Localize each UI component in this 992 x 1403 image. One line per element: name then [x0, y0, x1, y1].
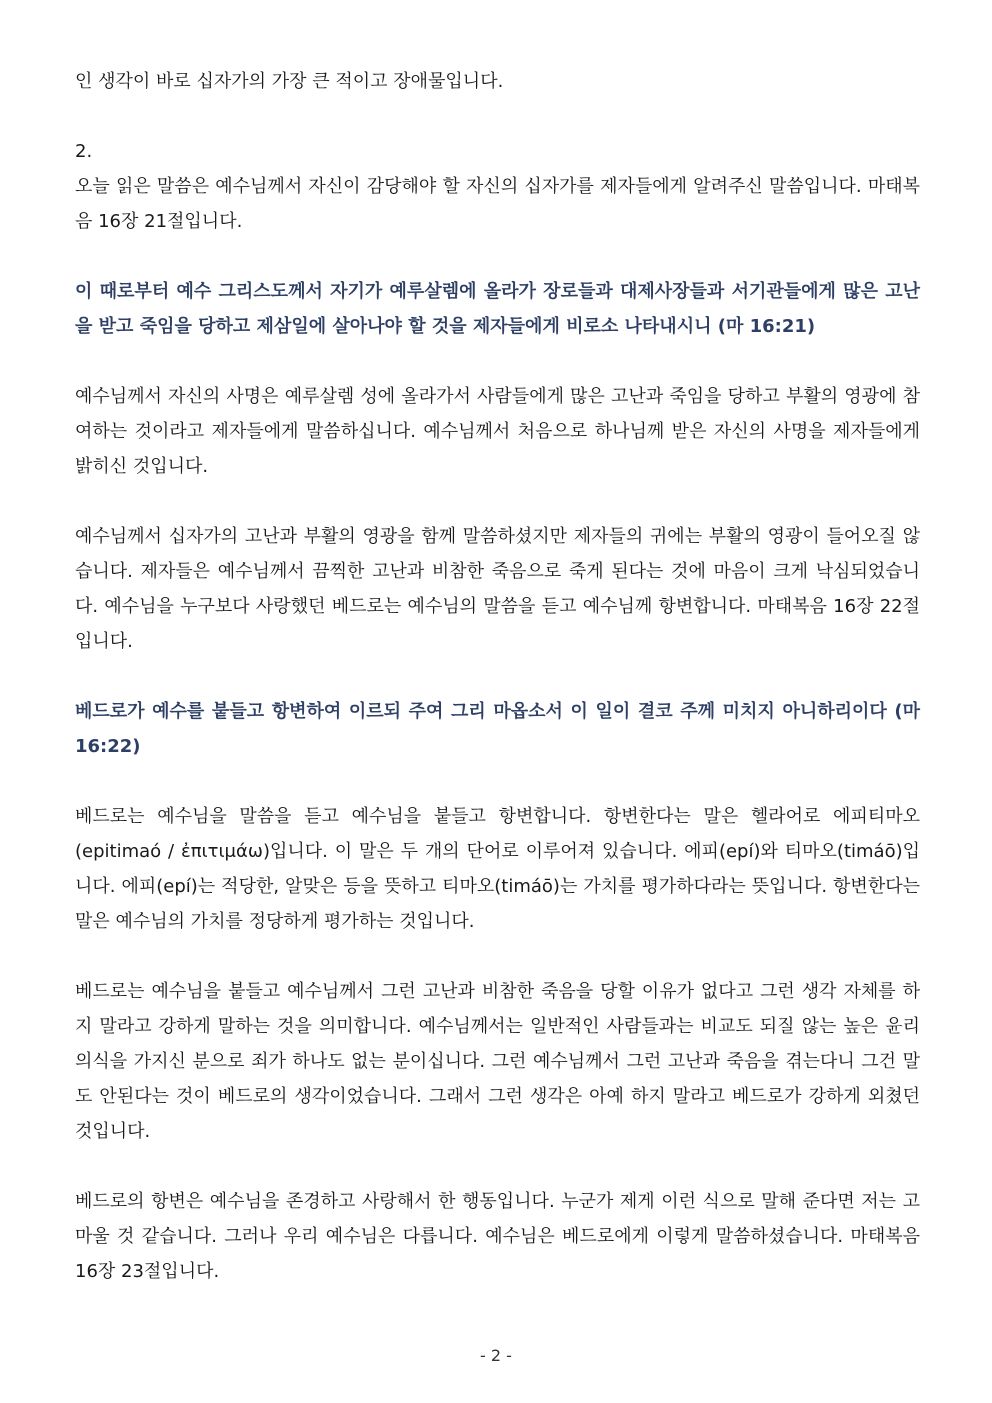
body-paragraph: 예수님께서 자신의 사명은 예루살렘 성에 올라가서 사람들에게 많은 고난과 죽임을 당하고 부활의 영광에 참여하는 것이라고 제자들에게 말씀하십니다. 예수님께서 처음으로 하나님께 받은 자신의 사명을 제자들에게 밝히신 것입니다. [75, 386, 920, 477]
body-paragraph: 인 생각이 바로 십자가의 가장 큰 적이고 장애물입니다. [75, 71, 504, 92]
body-paragraph: 베드로는 예수님을 붙들고 예수님께서 그런 고난과 비참한 죽음을 당할 이유가 없다고 그런 생각 자체를 하지 말라고 강하게 말하는 것을 의미합니다. 예수님께서는 일반적인 사람들과는 비교도 되질 않는 높은 윤리의식을 가지신 분으로 죄가 하나도 없는 분이십니다. 그런 예수님께서 그런 고난과 죽음을 겪는다니 그건 말도 안된다는 것이 베드로의 생각이었습니다. 그래서 그런 생각은 아예 하지 말라고 베드로가 강하게 외쳤던 것입니다. [75, 981, 920, 1142]
document-page [75, 64, 920, 1289]
scripture-quote: 베드로가 예수를 붙들고 항변하여 이르되 주여 그리 마옵소서 이 일이 결코 주께 미치지 아니하리이다 (마 16:22) [75, 701, 920, 757]
body-paragraph: 베드로의 항변은 예수님을 존경하고 사랑해서 한 행동입니다. 누군가 제게 이런 식으로 말해 준다면 저는 고마울 것 같습니다. 그러나 우리 예수님은 다릅니다. 예수님은 베드로에게 이렇게 말씀하셨습니다. 마태복음 16장 23절입니다. [75, 1191, 920, 1282]
body-paragraph: 베드로는 예수님을 말씀을 듣고 예수님을 붙들고 항변합니다. 항변한다는 말은 헬라어로 에피티마오(epitimaó / ἐπιτιμάω)입니다. 이 말은 두 개의 단어로 이루어져 있습니다. 에피(epí)와 티마오(timáō)입니다. 에피(epí)는 적당한, 알맞은 등을 뜻하고 티마오(timáō)는 가치를 평가하다라는 뜻입니다. 항변한다는 말은 예수님의 가치를 정당하게 평가하는 것입니다. [75, 806, 920, 932]
section-number: 2. [75, 141, 93, 162]
scripture-quote: 이 때로부터 예수 그리스도께서 자기가 예루살렘에 올라가 장로들과 대제사장들과 서기관들에게 많은 고난을 받고 죽임을 당하고 제삼일에 살아나야 할 것을 제자들에게 비로소 나타내시니 (마 16:21) [75, 281, 920, 337]
body-paragraph: 예수님께서 십자가의 고난과 부활의 영광을 함께 말씀하셨지만 제자들의 귀에는 부활의 영광이 들어오질 않습니다. 제자들은 예수님께서 끔찍한 고난과 비참한 죽음으로 죽게 된다는 것에 마음이 크게 낙심되었습니다. 예수님을 누구보다 사랑했던 베드로는 예수님의 말씀을 듣고 예수님께 항변합니다. 마태복음 16장 22절입니다. [75, 526, 920, 652]
body-paragraph: 오늘 읽은 말씀은 예수님께서 자신이 감당해야 할 자신의 십자가를 제자들에게 알려주신 말씀입니다. 마태복음 16장 21절입니다. [75, 176, 920, 232]
page-number: - 2 - [480, 1346, 512, 1365]
